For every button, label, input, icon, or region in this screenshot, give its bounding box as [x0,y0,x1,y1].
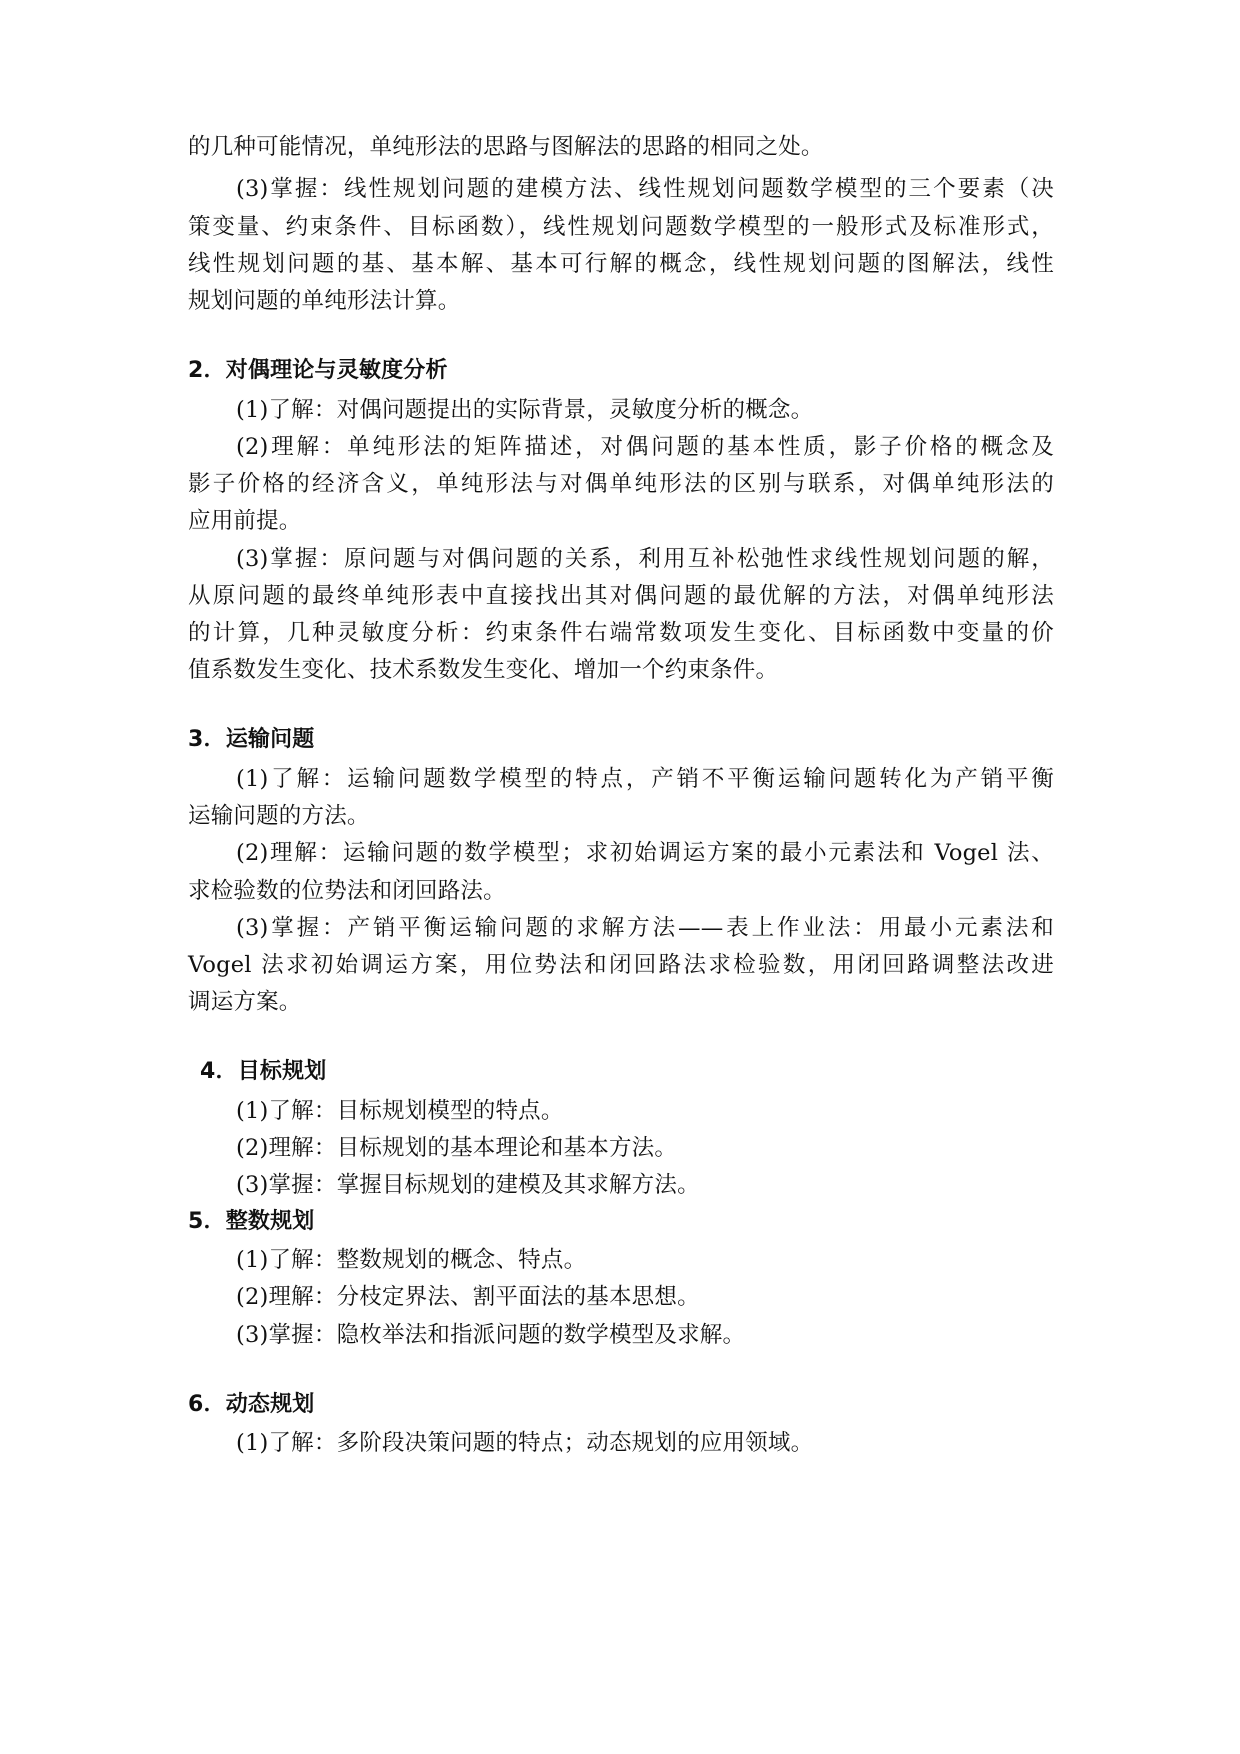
section5-comprehend: (2)理解：分枝定界法、割平面法的基本思想。 [236,1284,700,1310]
section1-master-line-2: 策变量、约束条件、目标函数），线性规划问题数学模型的一般形式及标准形式， [188,214,1054,240]
section2-master-line-1: (3)掌握：原问题与对偶问题的关系，利用互补松弛性求线性规划问题的解， [236,546,1054,572]
section4-heading: 4．目标规划 [200,1059,327,1084]
section4-understand: (1)了解：目标规划模型的特点。 [236,1098,564,1124]
section3-heading: 3．运输问题 [188,727,315,752]
section3-master-line-3: 调运方案。 [188,989,302,1015]
section4-master: (3)掌握：掌握目标规划的建模及其求解方法。 [236,1172,700,1198]
section1-master-line-4: 规划问题的单纯形法计算。 [188,288,461,314]
section3-comprehend-line-1: (2)理解：运输问题的数学模型；求初始调运方案的最小元素法和 Vogel 法、 [236,840,1054,866]
section1-master-line-1: (3)掌握：线性规划问题的建模方法、线性规划问题数学模型的三个要素（决 [236,176,1054,202]
section1-continuation-line: 的几种可能情况，单纯形法的思路与图解法的思路的相同之处。 [188,134,824,160]
section2-comprehend-line-2: 影子价格的经济含义，单纯形法与对偶单纯形法的区别与联系，对偶单纯形法的 [188,471,1054,497]
section1-master-line-3: 线性规划问题的基、基本解、基本可行解的概念，线性规划问题的图解法，线性 [188,251,1054,277]
section3-master-line-2: Vogel 法求初始调运方案，用位势法和闭回路法求检验数，用闭回路调整法改进 [188,952,1054,978]
section2-comprehend-line-1: (2)理解：单纯形法的矩阵描述，对偶问题的基本性质，影子价格的概念及 [236,434,1054,460]
section5-heading: 5．整数规划 [188,1209,315,1234]
section2-heading: 2．对偶理论与灵敏度分析 [188,358,448,383]
section3-understand-line-1: (1)了解：运输问题数学模型的特点，产销不平衡运输问题转化为产销平衡 [236,766,1054,792]
section6-heading: 6．动态规划 [188,1392,315,1417]
section2-master-line-4: 值系数发生变化、技术系数发生变化、增加一个约束条件。 [188,657,779,683]
section2-understand: (1)了解：对偶问题提出的实际背景，灵敏度分析的概念。 [236,397,814,423]
section4-comprehend: (2)理解：目标规划的基本理论和基本方法。 [236,1135,678,1161]
section3-comprehend-line-2: 求检验数的位势法和闭回路法。 [188,878,506,904]
section6-understand: (1)了解：多阶段决策问题的特点；动态规划的应用领域。 [236,1430,814,1456]
section2-master-line-2: 从原问题的最终单纯形表中直接找出其对偶问题的最优解的方法，对偶单纯形法 [188,583,1054,609]
section5-master: (3)掌握：隐枚举法和指派问题的数学模型及求解。 [236,1322,746,1348]
section3-understand-line-2: 运输问题的方法。 [188,803,370,829]
section5-understand: (1)了解：整数规划的概念、特点。 [236,1247,587,1273]
section2-master-line-3: 的计算，几种灵敏度分析：约束条件右端常数项发生变化、目标函数中变量的价 [188,620,1054,646]
section3-master-line-1: (3)掌握：产销平衡运输问题的求解方法——表上作业法：用最小元素法和 [236,915,1054,941]
section2-comprehend-line-3: 应用前提。 [188,508,302,534]
